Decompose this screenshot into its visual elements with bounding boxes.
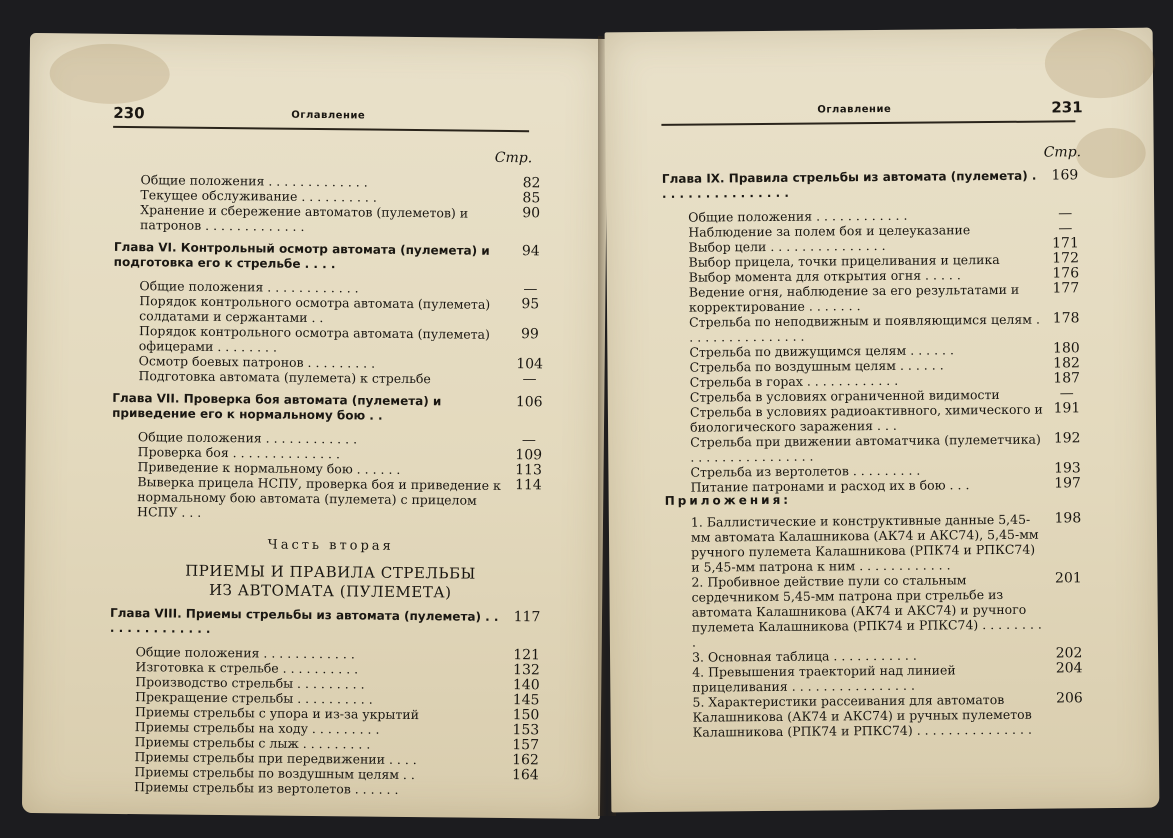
page-column-label-right: Стр.	[1043, 144, 1082, 161]
toc-entry	[113, 323, 553, 358]
entry-page-number: 104	[516, 356, 544, 373]
entry-text: Выбор момента для открытия огня . . . . .	[688, 267, 961, 285]
entry-text: Приемы стрельбы с упора и из-за укрытий	[134, 704, 420, 723]
entry-page-number: 172	[1052, 250, 1080, 267]
entry-page-number: —	[1058, 205, 1073, 222]
entry-page-number: 164	[511, 767, 539, 784]
entry-text: Приемы стрельбы с лыж . . . . . . . . .	[134, 734, 371, 752]
entry-text: Ведение огня, наблюдение за его результатами и корректирование . . . . . . .	[688, 281, 1020, 315]
toc-left-part2	[108, 606, 550, 799]
toc-entry	[663, 281, 1089, 315]
page-number-right: 231	[1051, 98, 1083, 117]
toc-right	[662, 168, 1091, 495]
chapter-entry	[112, 391, 552, 426]
toc-entry	[113, 293, 553, 328]
entry-text: Глава VI. Контрольный осмотр автомата (пулемета) и подготовка его к стрельбе . . . .	[113, 239, 490, 272]
section-title-line2: ИЗ АВТОМАТА (ПУЛЕМЕТА)	[208, 580, 452, 602]
toc-entry	[665, 571, 1092, 650]
paper-stain	[1045, 28, 1156, 99]
toc-entry	[666, 661, 1092, 695]
chapter-entry	[114, 240, 554, 275]
entry-text: Общие положения . . . . . . . . . . . . .	[140, 172, 368, 190]
entry-page-number: 106	[515, 394, 543, 411]
entry-text: Общие положения . . . . . . . . . . . .	[135, 644, 355, 662]
entry-page-number: 109	[515, 447, 543, 464]
entry-text: 2. Пробивное действие пули со стальным сердечником 5,45-мм патрона при стрельбе из автомата Калашникова (АК74 и АКС74) и ручного пулемета Калашникова (РПК74 и РПКС74) . . . . . . . . .	[691, 572, 1042, 650]
entry-page-number: 178	[1052, 310, 1080, 327]
entry-page-number: 140	[512, 677, 540, 694]
entry-text: Общие положения . . . . . . . . . . . .	[137, 429, 358, 447]
entry-text: Наблюдение за полем боя и целеуказание	[688, 222, 971, 240]
open-book	[22, 22, 1162, 822]
entry-text: Общие положения . . . . . . . . . . . .	[139, 278, 359, 296]
header-title-right: Оглавление	[817, 103, 892, 116]
entry-text: Порядок контрольного осмотра автомата (пулемета) солдатами и сержантами . .	[139, 293, 491, 326]
header-rule-right	[661, 120, 1075, 126]
entry-text: Глава VIII. Приемы стрельбы из автомата (пулемета) . . . . . . . . . . . . . .	[109, 605, 499, 636]
entry-text: Текущее обслуживание . . . . . . . . . .	[140, 187, 377, 205]
left-page-header	[29, 103, 607, 131]
entry-text: Общие положения . . . . . . . . . . . .	[688, 207, 908, 225]
entry-page-number: 206	[1055, 690, 1083, 707]
entry-page-number: —	[521, 432, 536, 449]
entry-page-number: 192	[1053, 430, 1081, 447]
entry-page-number: 82	[522, 175, 541, 192]
paper-stain	[49, 43, 170, 104]
entry-page-number: —	[523, 281, 538, 298]
entry-text: Изготовка к стрельбе . . . . . . . . . .	[135, 659, 359, 677]
toc-entry	[108, 779, 548, 799]
entry-page-number: 162	[512, 752, 539, 769]
entry-page-number: 193	[1053, 460, 1081, 477]
entry-page-number: 117	[513, 609, 541, 626]
toc-entry	[665, 511, 1092, 575]
page-column-label-left: Стр.	[494, 149, 533, 167]
entry-page-number: 90	[522, 205, 541, 222]
part-two-heading	[110, 522, 551, 604]
entry-page-number: 132	[512, 662, 540, 679]
entry-page-number: 94	[521, 243, 540, 260]
entry-page-number: 99	[520, 326, 539, 343]
entry-text: Стрельба в условиях ограниченной видимости	[689, 386, 1000, 405]
entry-text: Выверка прицела НСПУ, проверка боя и приведение к нормальному бою автомата (пулемета) с прицелом НСПУ . . .	[137, 474, 501, 520]
entry-page-number: 202	[1055, 645, 1083, 662]
entry-page-number: 85	[522, 190, 541, 207]
entry-page-number: —	[522, 371, 537, 388]
toc-entry	[663, 311, 1089, 345]
entry-text: Стрельба в условиях радиоактивного, химического и биологического заражения . . .	[689, 401, 1043, 435]
header-title-left: Оглавление	[291, 109, 366, 122]
entry-text: Стрельба по движущимся целям . . . . . .	[689, 342, 954, 360]
entry-page-number: 201	[1054, 570, 1082, 587]
entry-text: Приведение к нормальному бою . . . . . .	[137, 459, 401, 477]
toc-entry	[111, 474, 551, 524]
entry-page-number: 198	[1054, 510, 1082, 527]
entry-page-number: 121	[513, 647, 541, 664]
entry-text: Проверка боя . . . . . . . . . . . . . .	[137, 444, 341, 462]
entry-page-number: 145	[512, 692, 540, 709]
toc-left-part1	[111, 172, 555, 524]
entry-text: Приемы стрельбы при передвижении . . . .	[134, 749, 417, 768]
entry-page-number: —	[1059, 385, 1074, 402]
appendix-list	[665, 486, 1093, 740]
left-page	[22, 33, 608, 819]
header-rule-left	[113, 126, 529, 132]
entry-text: Порядок контрольного осмотра автомата (пулемета) офицерами . . . . . . . .	[138, 323, 490, 355]
chapter-entry	[110, 606, 550, 641]
entry-page-number: 180	[1052, 340, 1080, 357]
entry-text: Прекращение стрельбы . . . . . . . . . .	[135, 689, 373, 707]
entry-text: Приемы стрельбы на ходу . . . . . . . . .	[134, 719, 380, 737]
entry-text: 3. Основная таблица . . . . . . . . . . .	[691, 647, 917, 665]
entry-text: Стрельба по неподвижным и появляющимся целям . . . . . . . . . . . . . . . .	[689, 311, 1040, 345]
entry-text: 4. Превышения траекторий над линией прицеливания . . . . . . . . . . . . . . . .	[692, 662, 956, 695]
right-page-header	[605, 98, 1153, 125]
entry-text: Стрельба из вертолетов . . . . . . . . .	[690, 462, 921, 480]
entry-text: Подготовка автомата (пулемета) к стрельбе	[138, 368, 431, 387]
entry-text: Глава VII. Проверка боя автомата (пулемета) и приведение его к нормальному бою . .	[112, 390, 442, 423]
entry-page-number: 187	[1053, 370, 1081, 387]
entry-page-number: 153	[512, 722, 540, 739]
entry-text: 5. Характеристики рассеивания для автоматов Калашникова (АК74 и АКС74) и ручных пулеметов Калашникова (РПК74 и РПКС74) . . . . . . . . . . . . . . .	[692, 691, 1032, 740]
entry-text: Выбор прицела, точки прицеливания и целика	[688, 251, 1000, 270]
entry-text: Стрельба при движении автоматчика (пулеметчика) . . . . . . . . . . . . . . . .	[690, 431, 1041, 465]
section-title-line1: ПРИЕМЫ И ПРАВИЛА СТРЕЛЬБЫ	[185, 561, 476, 583]
entry-page-number: 113	[515, 462, 542, 479]
entry-page-number: 150	[512, 707, 540, 724]
entry-page-number: 177	[1052, 280, 1080, 297]
entry-page-number: 171	[1052, 235, 1079, 252]
toc-entry	[664, 401, 1090, 435]
entry-page-number: —	[1058, 220, 1073, 237]
entry-page-number: 114	[514, 477, 542, 494]
entry-page-number: 197	[1054, 475, 1081, 492]
entry-text: Приемы стрельбы по воздушным целям . .	[134, 764, 415, 783]
toc-entry	[114, 202, 554, 237]
entry-page-number: 95	[521, 296, 540, 313]
entry-page-number: 157	[512, 737, 540, 754]
entry-text: Осмотр боевых патронов . . . . . . . . .	[138, 353, 376, 371]
entry-text: 1. Баллистические и конструктивные данные 5,45-мм автомата Калашникова (АК74 и АКС74), 5,45-мм ручного пулемета Калашникова (РПК74 и РПКС74) и 5,45-мм патрона к ним . . . . . . . . . . . .	[690, 511, 1039, 575]
entry-page-number: 182	[1053, 355, 1080, 372]
entry-page-number: 169	[1051, 167, 1079, 184]
chapter-entry	[662, 168, 1088, 202]
entry-page-number: 176	[1052, 265, 1080, 282]
page-number-left: 230	[113, 103, 145, 123]
entry-text: Приемы стрельбы из вертолетов . . . . . .	[134, 779, 399, 797]
entry-text: Выбор цели . . . . . . . . . . . . . . .	[688, 237, 886, 255]
right-page	[605, 28, 1160, 813]
entry-text: Глава IX. Правила стрельбы из автомата (пулемета) . . . . . . . . . . . . . . . .	[661, 168, 1037, 201]
entry-text: Производство стрельбы . . . . . . . . .	[135, 674, 365, 692]
entry-text: Хранение и сбережение автоматов (пулеметов) и патронов . . . . . . . . . . . . .	[140, 202, 469, 234]
entry-page-number: 191	[1053, 400, 1081, 417]
entry-text: Стрельба по воздушным целям . . . . . .	[689, 357, 944, 375]
toc-entry	[664, 431, 1090, 465]
appendix-heading: Приложения:	[664, 492, 792, 508]
entry-page-number: 204	[1055, 660, 1083, 677]
toc-entry	[666, 691, 1092, 740]
entry-text: Стрельба в горах . . . . . . . . . . . .	[689, 372, 899, 390]
part-title: Часть вторая	[267, 537, 394, 554]
entry-text: Питание патронами и расход их в бою . . .	[690, 477, 970, 495]
section-title	[110, 561, 550, 604]
